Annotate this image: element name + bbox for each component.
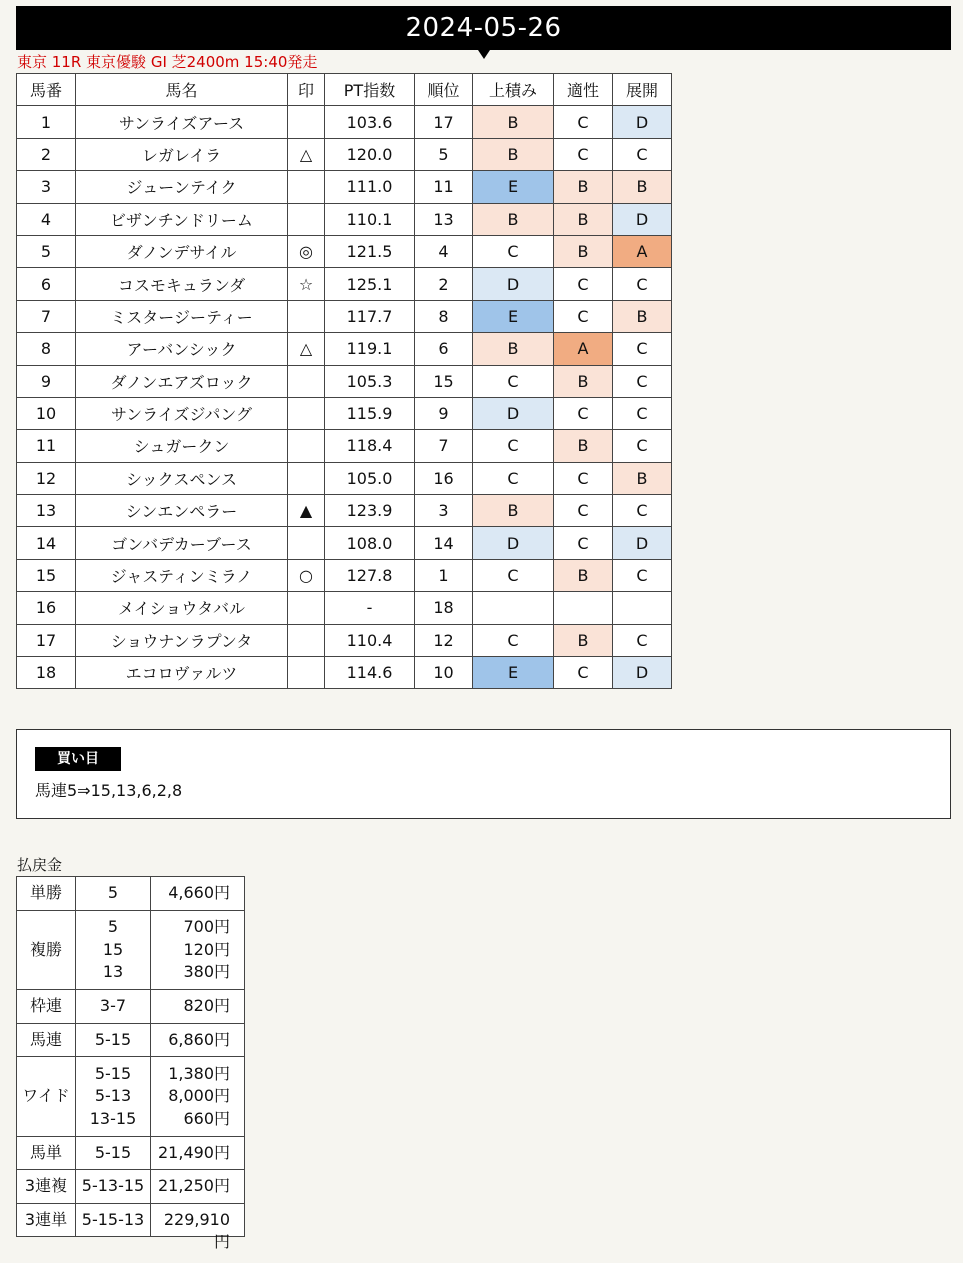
cell-pt: 110.1 [325, 203, 415, 235]
payout-combos [76, 1057, 151, 1137]
cell-up: C [473, 624, 554, 656]
payout-amount: 700円 [183, 917, 230, 936]
cell-pt: 110.4 [325, 624, 415, 656]
cell-mark [288, 203, 325, 235]
cell-mark: ▲ [288, 495, 325, 527]
payout-combo: 5-15 [94, 1029, 132, 1049]
cell-pt: 108.0 [325, 527, 415, 559]
payout-combos [76, 990, 151, 1024]
cell-no: 5 [17, 235, 76, 267]
cell-mark: △ [288, 333, 325, 365]
cell-rank: 18 [415, 592, 473, 624]
payout-row [17, 910, 245, 990]
payout-row [17, 1057, 245, 1137]
cell-apt: C [554, 527, 613, 559]
cell-dev: C [613, 624, 672, 656]
table-row [17, 138, 672, 170]
table-row [17, 235, 672, 267]
buy-label: 買い目 [35, 747, 121, 771]
buy-box [16, 729, 951, 819]
cell-apt: B [554, 624, 613, 656]
payout-row [17, 1203, 245, 1237]
cell-no: 10 [17, 397, 76, 429]
payout-amounts [151, 1057, 245, 1137]
cell-rank: 2 [415, 268, 473, 300]
payout-row [17, 877, 245, 911]
cell-dev: B [613, 171, 672, 203]
payout-amount: 820円 [183, 996, 230, 1015]
cell-no: 14 [17, 527, 76, 559]
cell-pt: 121.5 [325, 235, 415, 267]
cell-no: 12 [17, 462, 76, 494]
cell-dev: A [613, 235, 672, 267]
date-banner [16, 6, 951, 50]
payout-amounts [151, 1170, 245, 1204]
payout-combo: 5 [107, 883, 119, 902]
cell-no: 15 [17, 559, 76, 591]
payout-body [17, 877, 245, 1251]
col-header-no: 馬番 [17, 74, 76, 106]
payout-row [17, 1136, 245, 1170]
cell-rank: 17 [415, 106, 473, 138]
cell-rank: 7 [415, 430, 473, 462]
cell-mark [288, 397, 325, 429]
table-row [17, 397, 672, 429]
cell-mark: ○ [288, 559, 325, 591]
cell-dev: C [613, 138, 672, 170]
payout-amount: 380円 [183, 962, 230, 981]
cell-apt: C [554, 397, 613, 429]
cell-up: C [473, 559, 554, 591]
cell-up [473, 592, 554, 624]
cell-name: アーバンシック [76, 333, 288, 365]
payout-row [17, 990, 245, 1024]
cell-rank: 1 [415, 559, 473, 591]
cell-up: B [473, 495, 554, 527]
payout-title: 払戻金 [17, 856, 63, 874]
col-header-rank: 順位 [415, 74, 473, 106]
race-info: 東京 11R 東京優駿 GI 芝2400m 15:40発走 [17, 53, 318, 71]
entries-table [16, 73, 672, 689]
payout-type: 3連複 [17, 1170, 76, 1204]
cell-dev: D [613, 203, 672, 235]
cell-rank: 5 [415, 138, 473, 170]
cell-name: シックスペンス [76, 462, 288, 494]
cell-apt: C [554, 300, 613, 332]
cell-dev: C [613, 365, 672, 397]
payout-combo: 5-13-15 [81, 1176, 145, 1195]
cell-name: ショウナンラプンタ [76, 624, 288, 656]
cell-apt [554, 592, 613, 624]
payout-amounts [151, 1136, 245, 1170]
entries-body [17, 106, 672, 689]
cell-up: D [473, 268, 554, 300]
cell-dev: C [613, 430, 672, 462]
cell-pt: 103.6 [325, 106, 415, 138]
cell-apt: A [554, 333, 613, 365]
cell-rank: 4 [415, 235, 473, 267]
payout-combos [76, 910, 151, 990]
cell-pt: 119.1 [325, 333, 415, 365]
cell-apt: B [554, 365, 613, 397]
cell-rank: 3 [415, 495, 473, 527]
col-header-pt: PT指数 [325, 74, 415, 106]
payout-amount: 21,250円 [158, 1176, 230, 1195]
payout-type: 馬単 [17, 1136, 76, 1170]
cell-rank: 8 [415, 300, 473, 332]
cell-up: E [473, 657, 554, 689]
cell-up: E [473, 171, 554, 203]
cell-name: ビザンチンドリーム [76, 203, 288, 235]
col-header-up: 上積み [473, 74, 554, 106]
cell-mark [288, 624, 325, 656]
table-row [17, 171, 672, 203]
cell-mark: △ [288, 138, 325, 170]
table-row [17, 268, 672, 300]
cell-rank: 14 [415, 527, 473, 559]
table-row [17, 657, 672, 689]
buy-text: 馬連5⇒15,13,6,2,8 [35, 781, 183, 800]
cell-no: 18 [17, 657, 76, 689]
cell-apt: C [554, 138, 613, 170]
cell-no: 16 [17, 592, 76, 624]
cell-apt: C [554, 495, 613, 527]
cell-dev: C [613, 397, 672, 429]
cell-apt: B [554, 559, 613, 591]
cell-dev: C [613, 559, 672, 591]
cell-pt: 125.1 [325, 268, 415, 300]
cell-up: B [473, 138, 554, 170]
cell-rank: 9 [415, 397, 473, 429]
table-row [17, 430, 672, 462]
cell-apt: B [554, 171, 613, 203]
cell-rank: 6 [415, 333, 473, 365]
date-title: 2024-05-26 [405, 13, 562, 43]
cell-up: C [473, 235, 554, 267]
cell-no: 11 [17, 430, 76, 462]
payout-row [17, 1170, 245, 1204]
cell-pt: 105.3 [325, 365, 415, 397]
cell-up: B [473, 106, 554, 138]
cell-pt: 114.6 [325, 657, 415, 689]
table-header-row [17, 74, 672, 106]
table-row [17, 559, 672, 591]
cell-pt: 123.9 [325, 495, 415, 527]
payout-combos [76, 1170, 151, 1204]
cell-dev: B [613, 300, 672, 332]
payout-amounts [151, 910, 245, 990]
cell-name: シュガークン [76, 430, 288, 462]
payout-type: 3連単 [17, 1203, 76, 1237]
payout-row [17, 1023, 245, 1057]
cell-apt: B [554, 203, 613, 235]
banner-pointer [478, 50, 490, 59]
cell-dev: B [613, 462, 672, 494]
cell-apt: B [554, 235, 613, 267]
cell-no: 9 [17, 365, 76, 397]
cell-mark [288, 106, 325, 138]
payout-type: 単勝 [17, 877, 76, 911]
payout-amount: 660円 [183, 1108, 230, 1128]
cell-dev: C [613, 268, 672, 300]
table-row [17, 592, 672, 624]
cell-name: ゴンバデカーブース [76, 527, 288, 559]
payout-type: 複勝 [17, 910, 76, 990]
table-row [17, 462, 672, 494]
col-header-apt: 適性 [554, 74, 613, 106]
payout-combo: 13-15 [89, 1108, 137, 1128]
cell-dev: C [613, 495, 672, 527]
cell-apt: C [554, 106, 613, 138]
payout-combo: 13 [102, 962, 124, 981]
col-header-mark: 印 [288, 74, 325, 106]
cell-no: 4 [17, 203, 76, 235]
cell-name: ダノンエアズロック [76, 365, 288, 397]
payout-combo: 5-15-13 [81, 1209, 145, 1229]
table-row [17, 300, 672, 332]
cell-mark [288, 462, 325, 494]
payout-table [16, 876, 245, 1251]
cell-rank: 10 [415, 657, 473, 689]
table-row [17, 365, 672, 397]
cell-mark [288, 171, 325, 203]
cell-name: コスモキュランダ [76, 268, 288, 300]
cell-pt: - [325, 592, 415, 624]
cell-up: C [473, 365, 554, 397]
cell-apt: C [554, 268, 613, 300]
cell-apt: C [554, 657, 613, 689]
cell-name: サンライズジパング [76, 397, 288, 429]
cell-up: D [473, 397, 554, 429]
cell-pt: 118.4 [325, 430, 415, 462]
payout-type: ワイド [17, 1057, 76, 1137]
payout-amount: 1,380円 [168, 1063, 230, 1083]
col-header-name: 馬名 [76, 74, 288, 106]
cell-rank: 16 [415, 462, 473, 494]
cell-rank: 13 [415, 203, 473, 235]
payout-combos [76, 1023, 151, 1057]
cell-mark [288, 300, 325, 332]
payout-type: 馬連 [17, 1023, 76, 1057]
cell-mark [288, 430, 325, 462]
cell-no: 1 [17, 106, 76, 138]
payout-combos [76, 1136, 151, 1170]
cell-dev: D [613, 527, 672, 559]
payout-amounts [151, 877, 245, 911]
cell-name: メイショウタバル [76, 592, 288, 624]
cell-up: C [473, 430, 554, 462]
cell-mark [288, 527, 325, 559]
cell-mark [288, 657, 325, 689]
cell-name: レガレイラ [76, 138, 288, 170]
cell-up: E [473, 300, 554, 332]
cell-up: B [473, 333, 554, 365]
payout-amounts [151, 990, 245, 1024]
cell-no: 6 [17, 268, 76, 300]
cell-pt: 105.0 [325, 462, 415, 494]
payout-combo: 5-15 [94, 1142, 132, 1162]
payout-combo: 3-7 [99, 996, 127, 1015]
cell-no: 7 [17, 300, 76, 332]
cell-dev: D [613, 106, 672, 138]
cell-pt: 111.0 [325, 171, 415, 203]
cell-no: 3 [17, 171, 76, 203]
cell-mark [288, 592, 325, 624]
table-row [17, 333, 672, 365]
cell-apt: B [554, 430, 613, 462]
payout-amount: 6,860円 [168, 1029, 230, 1049]
cell-name: ジャスティンミラノ [76, 559, 288, 591]
payout-combo: 5 [107, 917, 119, 936]
cell-name: ミスタージーティー [76, 300, 288, 332]
col-header-dev: 展開 [613, 74, 672, 106]
payout-amount: 8,000円 [168, 1086, 230, 1105]
cell-dev [613, 592, 672, 624]
cell-up: D [473, 527, 554, 559]
cell-no: 2 [17, 138, 76, 170]
payout-combos [76, 1203, 151, 1237]
table-row [17, 624, 672, 656]
payout-amounts [151, 1203, 245, 1251]
cell-name: ダノンデサイル [76, 235, 288, 267]
table-row [17, 203, 672, 235]
payout-combo: 5-13 [94, 1086, 132, 1105]
cell-name: ジューンテイク [76, 171, 288, 203]
payout-amount: 21,490円 [158, 1142, 230, 1162]
cell-rank: 11 [415, 171, 473, 203]
cell-no: 17 [17, 624, 76, 656]
cell-mark: ◎ [288, 235, 325, 267]
payout-amount: 120円 [183, 939, 230, 959]
payout-combo: 5-15 [94, 1063, 132, 1083]
cell-up: B [473, 203, 554, 235]
cell-dev: C [613, 333, 672, 365]
cell-rank: 12 [415, 624, 473, 656]
payout-combo: 15 [102, 939, 124, 959]
cell-dev: D [613, 657, 672, 689]
payout-amount: 229,910円 [163, 1209, 230, 1251]
table-row [17, 527, 672, 559]
cell-no: 8 [17, 333, 76, 365]
cell-rank: 15 [415, 365, 473, 397]
payout-amount: 4,660円 [168, 883, 230, 902]
cell-mark: ☆ [288, 268, 325, 300]
cell-mark [288, 365, 325, 397]
payout-amounts [151, 1023, 245, 1057]
cell-up: C [473, 462, 554, 494]
cell-pt: 127.8 [325, 559, 415, 591]
cell-pt: 120.0 [325, 138, 415, 170]
cell-apt: C [554, 462, 613, 494]
table-row [17, 106, 672, 138]
cell-pt: 115.9 [325, 397, 415, 429]
table-row [17, 495, 672, 527]
payout-combos [76, 877, 151, 911]
cell-name: サンライズアース [76, 106, 288, 138]
cell-pt: 117.7 [325, 300, 415, 332]
cell-name: エコロヴァルツ [76, 657, 288, 689]
cell-name: シンエンペラー [76, 495, 288, 527]
cell-no: 13 [17, 495, 76, 527]
payout-type: 枠連 [17, 990, 76, 1024]
